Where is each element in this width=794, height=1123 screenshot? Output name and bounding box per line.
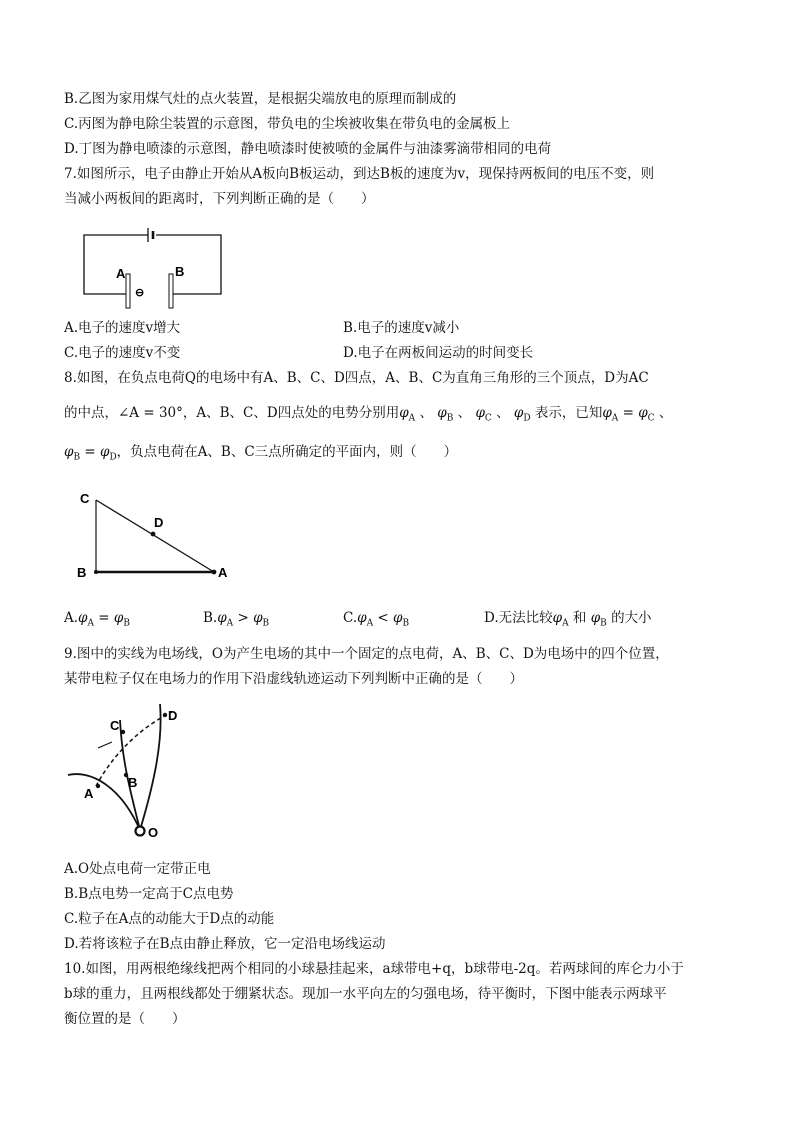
q8-point-c-label: C (80, 491, 90, 506)
q7-option-a: A.电子的速度v增大 (64, 320, 181, 336)
q7-stem-line2: 当减小两板间的距离时，下列判断正确的是（ ） (64, 191, 375, 207)
q9-point-c-label: C (110, 718, 120, 733)
q9-point-b-label: B (128, 775, 138, 790)
q7-option-d: D.电子在两板间运动的时间变长 (343, 345, 534, 361)
q7-stem-line1: 7.如图所示，电子由静止开始从A板向B板运动，到达B板的速度为v，现保持两板间的电压不变，则 (64, 166, 655, 182)
q7-option-b: B.电子的速度v减小 (343, 320, 460, 336)
q6-option-d: D.丁图为静电喷漆的示意图，静电喷漆时使被喷的金属件与油漆雾滴带相同的电荷 (64, 141, 552, 157)
q8-option-b: $B.\varphi_A > \varphi_B$ (203, 610, 270, 629)
q9-point-o-label: O (148, 825, 159, 840)
q9-stem-line2: 某带电粒子仅在电场力的作用下沿虚线轨迹运动下列判断中正确的是（ ） (64, 671, 523, 687)
q9-field-figure (60, 700, 200, 845)
q6-option-c: C.丙图为静电除尘装置的示意图，带负电的尘埃被收集在带负电的金属板上 (64, 116, 511, 132)
q7-circuit-figure (78, 222, 228, 312)
q8-option-d: D.无法比较$\varphi_A$ 和 $\varphi_B$ 的大小 (484, 610, 652, 629)
q9-point-d-label: D (168, 708, 178, 723)
q10-stem-line2: b球的重力，且两根线都处于绷紧状态。现加一水平向左的匀强电场，待平衡时，下图中能表示两球平 (64, 986, 667, 1002)
q6-option-b: B.乙图为家用煤气灶的点火装置，是根据尖端放电的原理而制成的 (64, 91, 457, 107)
q10-stem-line3: 衡位置的是（ ） (64, 1011, 186, 1027)
q8-stem-line1: 8.如图，在负点电荷Q的电场中有A、B、C、D四点，A、B、C为直角三角形的三个顶点，D为AC (64, 370, 649, 386)
q8-stem-line2: 的中点，∠A = 30°，A、B、C、D四点处的电势分别用$\varphi_A$ 、 $\varphi_B$ 、 $\varphi_C$ 、 $\varphi_D$ 表示，已知$\varphi_A = \varphi_C$ 、 (64, 405, 673, 424)
q7-plate-b-label: B (175, 264, 185, 279)
q9-stem-line1: 9.图中的实线为电场线，O为产生电场的其中一个固定的点电荷，A、B、C、D为电场中的四个位置， (64, 646, 669, 662)
q9-point-a-label: A (84, 786, 94, 801)
q9-option-c: C.粒子在A点的动能大于D点的动能 (64, 911, 275, 927)
q8-point-b-label: B (77, 565, 87, 580)
q8-point-a-label: A (218, 565, 228, 580)
q9-option-b: B.B点电势一定高于C点电势 (64, 886, 234, 902)
q7-option-c: C.电子的速度v不变 (64, 345, 181, 361)
q8-point-d-label: D (154, 515, 164, 530)
q8-triangle-figure (72, 486, 242, 586)
q9-option-d: D.若将该粒子在B点由静止释放，它一定沿电场线运动 (64, 936, 386, 952)
q9-option-a: A.O处点电荷一定带正电 (64, 861, 211, 877)
q8-option-a: $A.\varphi_A = \varphi_B$ (64, 610, 130, 629)
q8-stem-line3: $\varphi_B = \varphi_D$，负点电荷在A、B、C三点所确定的平面内，则（ ） (64, 444, 458, 463)
q8-option-c: $C.\varphi_A < \varphi_B$ (343, 610, 410, 629)
q7-electron-symbol: ⊖ (135, 287, 145, 299)
q7-plate-a-label: A (116, 266, 126, 281)
q10-stem-line1: 10.如图，用两根绝缘线把两个相同的小球悬挂起来，a球带电+q，b球带电-2q。若两球间的库仑力小于 (64, 961, 684, 977)
